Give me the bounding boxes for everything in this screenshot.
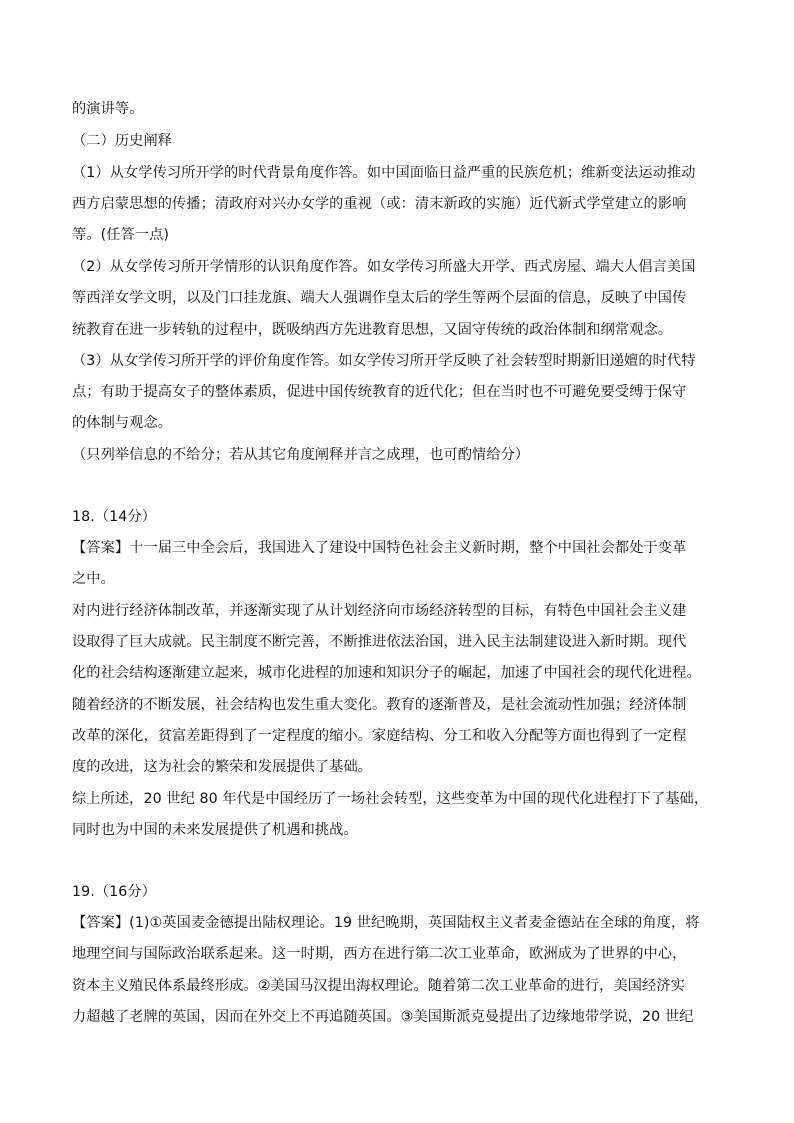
text-line: 随着经济的不断发展，社会结构也发生重大变化。教育的逐渐普及，是社会流动性加强；经济体制: [72, 697, 687, 713]
text-line: 西方启蒙思想的传播；清政府对兴办女学的重视（或：清末新政的实施）近代新式学堂建立的影响: [72, 196, 687, 212]
text-line: 【答案】(1)①英国麦金德提出陆权理论。19 世纪晚期，英国陆权主义者麦金德站在全球的角度，将: [72, 915, 700, 931]
text-line: 的体制与观念。: [72, 415, 173, 431]
text-line: 【答案】十一届三中全会后，我国进入了建设中国特色社会主义新时期，整个中国社会都处于变革: [72, 540, 687, 556]
text-line: 力超越了老牌的英国，因而在外交上不再追随英国。③美国斯派克曼提出了边缘地带学说，20 世纪: [72, 1009, 694, 1025]
text-line: 设取得了巨大成就。民主制度不断完善，不断推进依法治国，进入民主法制建设进入新时期。现代: [72, 634, 687, 650]
text-line: 对内进行经济体制改革，并逐渐实现了从计划经济向市场经济转型的目标，有特色中国社会主义建: [72, 603, 687, 619]
text-line: （3）从女学传习所开学的评价角度作答。如女学传习所开学反映了社会转型时期新旧递嬗的时代特: [72, 353, 696, 369]
text-line: 地理空间与国际政治联系起来。这一时期，西方在进行第二次工业革命，欧洲成为了世界的中心，: [72, 946, 687, 962]
text-line: 同时也为中国的未来发展提供了机遇和挑战。: [72, 822, 358, 838]
question-number-18: 18.（14分）: [72, 509, 156, 525]
section-heading: （二）历史阐释: [72, 133, 173, 149]
text-line: 的演讲等。: [72, 101, 144, 117]
text-line: 统教育在进一步转轨的过程中，既吸纳西方先进教育思想，又固守传统的政治体制和纲常观念。: [72, 322, 673, 338]
text-line: 改革的深化，贫富差距得到了一定程度的缩小。家庭结构、分工和收入分配等方面也得到了一定程: [72, 728, 687, 744]
text-line: 等西洋女学文明，以及门口挂龙旗、端大人强调作皇太后的学生等两个层面的信息，反映了中国传: [72, 290, 687, 306]
text-line: （只列举信息的不给分；若从其它角度阐释并言之成理，也可酌情给分）: [72, 447, 530, 463]
text-line: 化的社会结构逐渐建立起来，城市化进程的加速和知识分子的崛起，加速了中国社会的现代化进程。: [72, 665, 701, 681]
text-line: （1）从女学传习所开学的时代背景角度作答。如中国面临日益严重的民族危机；维新变法运动推动: [72, 165, 696, 181]
text-line: 资本主义殖民体系最终形成。②美国马汉提出海权理论。随着第二次工业革命的进行，美国经济实: [72, 978, 685, 994]
text-line: 度的改进，这为社会的繁荣和发展提供了基础。: [72, 759, 373, 775]
text-line: 之中。: [72, 571, 115, 587]
text-line: 等。(任答一点): [72, 227, 169, 243]
question-number-19: 19.（16分）: [72, 884, 156, 900]
text-line: （2）从女学传习所开学情形的认识角度作答。如女学传习所盛大开学、西式房屋、端大人倡言美国: [72, 259, 696, 275]
text-line: 综上所述，20 世纪 80 年代是中国经历了一场社会转型，这些变革为中国的现代化进程打下了基础，: [72, 791, 709, 807]
text-line: 点；有助于提高女子的整体素质，促进中国传统教育的近代化；但在当时也不可避免要受缚于保守: [72, 384, 687, 400]
